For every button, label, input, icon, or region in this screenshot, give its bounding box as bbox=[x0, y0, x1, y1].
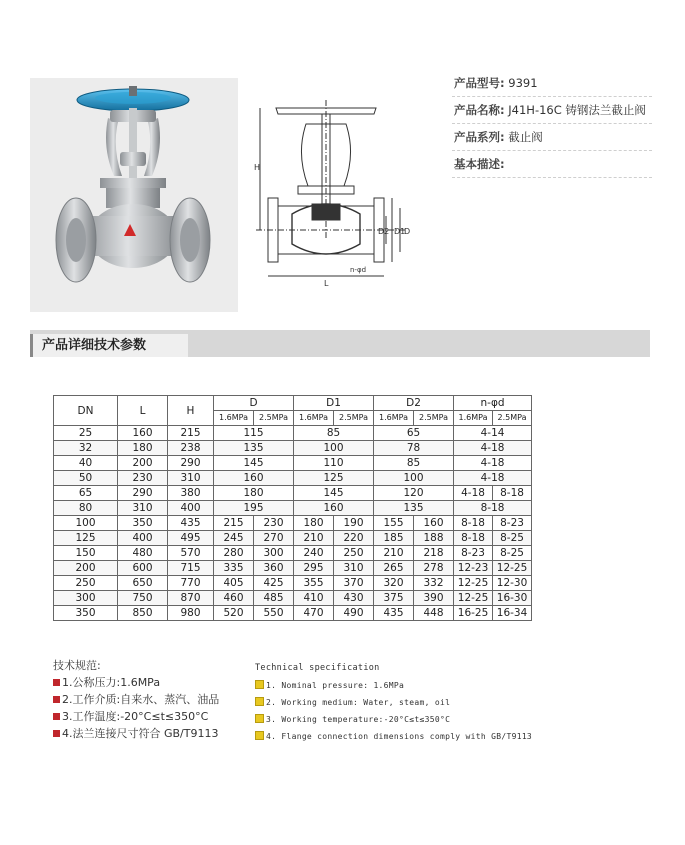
cell-d: 245 bbox=[214, 531, 254, 546]
yellow-square-icon bbox=[255, 731, 264, 740]
red-square-icon bbox=[53, 696, 60, 703]
cell-d: 300 bbox=[254, 546, 294, 561]
sub-header: 2.5MPa bbox=[493, 411, 532, 426]
cell-h: 238 bbox=[168, 441, 214, 456]
cell-d1: 310 bbox=[334, 561, 374, 576]
cell-dn: 50 bbox=[54, 471, 118, 486]
red-square-icon bbox=[53, 679, 60, 686]
product-series-row bbox=[452, 124, 652, 151]
cell-d2: 332 bbox=[414, 576, 454, 591]
cell-dn: 150 bbox=[54, 546, 118, 561]
table-row bbox=[54, 531, 532, 546]
cell-d1: 125 bbox=[294, 471, 374, 486]
cell-d2: 390 bbox=[414, 591, 454, 606]
cell-d2: 448 bbox=[414, 606, 454, 621]
cell-d2: 65 bbox=[374, 426, 454, 441]
model-label: 产品型号: bbox=[454, 76, 505, 90]
cell-d2: 78 bbox=[374, 441, 454, 456]
cell-d: 485 bbox=[254, 591, 294, 606]
cell-d: 335 bbox=[214, 561, 254, 576]
cell-dn: 100 bbox=[54, 516, 118, 531]
cell-d1: 430 bbox=[334, 591, 374, 606]
cell-n-phi-d: 8-25 bbox=[493, 531, 532, 546]
header-dn: DN bbox=[54, 396, 118, 426]
cell-l: 750 bbox=[118, 591, 168, 606]
table-row bbox=[54, 441, 532, 456]
cell-d: 230 bbox=[254, 516, 294, 531]
cell-d1: 160 bbox=[294, 501, 374, 516]
cell-h: 310 bbox=[168, 471, 214, 486]
cell-dn: 250 bbox=[54, 576, 118, 591]
cell-h: 400 bbox=[168, 501, 214, 516]
cell-d1: 410 bbox=[294, 591, 334, 606]
cell-l: 310 bbox=[118, 501, 168, 516]
notes-en-title: Technical specification bbox=[255, 663, 380, 673]
cell-n-phi-d: 8-18 bbox=[493, 486, 532, 501]
cell-n-phi-d: 16-25 bbox=[454, 606, 493, 621]
cell-h: 715 bbox=[168, 561, 214, 576]
sub-header: 1.6MPa bbox=[214, 411, 254, 426]
table-row bbox=[54, 471, 532, 486]
cell-dn: 200 bbox=[54, 561, 118, 576]
model-value: 9391 bbox=[508, 76, 538, 90]
sub-header: 1.6MPa bbox=[454, 411, 493, 426]
desc-label: 基本描述: bbox=[454, 157, 505, 171]
cell-dn: 350 bbox=[54, 606, 118, 621]
cell-d2: 278 bbox=[414, 561, 454, 576]
section-header bbox=[30, 330, 650, 357]
cell-d: 550 bbox=[254, 606, 294, 621]
cell-n-phi-d: 12-23 bbox=[454, 561, 493, 576]
cell-n-phi-d: 8-18 bbox=[454, 501, 532, 516]
cell-dn: 300 bbox=[54, 591, 118, 606]
cell-n-phi-d: 4-18 bbox=[454, 486, 493, 501]
name-label: 产品名称: bbox=[454, 103, 505, 117]
cell-dn: 25 bbox=[54, 426, 118, 441]
cell-d: 195 bbox=[214, 501, 294, 516]
cell-d2: 100 bbox=[374, 471, 454, 486]
cell-d: 135 bbox=[214, 441, 294, 456]
cell-n-phi-d: 8-18 bbox=[454, 516, 493, 531]
cell-dn: 65 bbox=[54, 486, 118, 501]
globe-valve-image bbox=[30, 78, 238, 312]
cell-d1: 145 bbox=[294, 486, 374, 501]
notes-cn-item: 2.工作介质:自来水、蒸汽、油品 bbox=[53, 691, 253, 708]
cell-l: 200 bbox=[118, 456, 168, 471]
cell-d2: 155 bbox=[374, 516, 414, 531]
cell-l: 230 bbox=[118, 471, 168, 486]
cell-d: 425 bbox=[254, 576, 294, 591]
cell-l: 180 bbox=[118, 441, 168, 456]
dim-label-nphi: n-φd bbox=[350, 266, 367, 274]
cell-d1: 355 bbox=[294, 576, 334, 591]
cell-h: 215 bbox=[168, 426, 214, 441]
cell-d: 160 bbox=[214, 471, 294, 486]
product-name-row bbox=[452, 97, 652, 124]
sub-header: 1.6MPa bbox=[374, 411, 414, 426]
cell-d1: 100 bbox=[294, 441, 374, 456]
cell-l: 480 bbox=[118, 546, 168, 561]
notes-cn-title: 技术规范: bbox=[53, 659, 101, 672]
product-desc-row bbox=[452, 151, 652, 178]
cell-n-phi-d: 16-30 bbox=[493, 591, 532, 606]
cell-dn: 32 bbox=[54, 441, 118, 456]
cell-d: 405 bbox=[214, 576, 254, 591]
cell-d1: 470 bbox=[294, 606, 334, 621]
table-row bbox=[54, 546, 532, 561]
header-l: L bbox=[118, 396, 168, 426]
dim-label-l: L bbox=[324, 279, 329, 288]
table-row bbox=[54, 426, 532, 441]
section-marker bbox=[30, 334, 33, 357]
cell-d1: 490 bbox=[334, 606, 374, 621]
cell-d: 145 bbox=[214, 456, 294, 471]
cell-n-phi-d: 4-14 bbox=[454, 426, 532, 441]
table-row bbox=[54, 501, 532, 516]
table-row bbox=[54, 591, 532, 606]
spec-table-body bbox=[54, 426, 532, 621]
cell-h: 770 bbox=[168, 576, 214, 591]
cell-d2: 120 bbox=[374, 486, 454, 501]
technical-notes-en bbox=[255, 660, 595, 745]
cell-d: 180 bbox=[214, 486, 294, 501]
table-row bbox=[54, 516, 532, 531]
cell-dn: 125 bbox=[54, 531, 118, 546]
section-title: 产品详细技术参数 bbox=[30, 334, 188, 357]
cell-d2: 135 bbox=[374, 501, 454, 516]
cell-d2: 218 bbox=[414, 546, 454, 561]
cell-h: 870 bbox=[168, 591, 214, 606]
sub-header: 2.5MPa bbox=[334, 411, 374, 426]
name-value: J41H-16C 铸钢法兰截止阀 bbox=[508, 103, 646, 117]
cell-d2: 210 bbox=[374, 546, 414, 561]
technical-notes-cn bbox=[53, 657, 253, 742]
notes-cn-item: 3.工作温度:-20°C≤t≤350°C bbox=[53, 708, 253, 725]
series-label: 产品系列: bbox=[454, 130, 505, 144]
cell-l: 290 bbox=[118, 486, 168, 501]
series-value: 截止阀 bbox=[508, 130, 543, 144]
cell-n-phi-d: 8-23 bbox=[454, 546, 493, 561]
product-model-row bbox=[452, 70, 652, 97]
cell-d1: 370 bbox=[334, 576, 374, 591]
dim-label-d2: D2 bbox=[378, 227, 390, 236]
dim-label-d1: D1 bbox=[394, 227, 406, 236]
table-row bbox=[54, 576, 532, 591]
cell-d2: 188 bbox=[414, 531, 454, 546]
cell-d: 115 bbox=[214, 426, 294, 441]
cell-h: 495 bbox=[168, 531, 214, 546]
cell-d2: 85 bbox=[374, 456, 454, 471]
cell-dn: 40 bbox=[54, 456, 118, 471]
cell-d1: 110 bbox=[294, 456, 374, 471]
yellow-square-icon bbox=[255, 697, 264, 706]
cell-d2: 160 bbox=[414, 516, 454, 531]
cell-d2: 435 bbox=[374, 606, 414, 621]
header-n-phi-d: n-φd bbox=[454, 396, 532, 411]
cell-n-phi-d: 8-18 bbox=[454, 531, 493, 546]
technical-drawing bbox=[246, 94, 416, 290]
cell-d1: 220 bbox=[334, 531, 374, 546]
cell-d1: 210 bbox=[294, 531, 334, 546]
cell-h: 570 bbox=[168, 546, 214, 561]
table-row bbox=[54, 606, 532, 621]
cell-h: 380 bbox=[168, 486, 214, 501]
dim-label-d: D bbox=[404, 227, 411, 236]
dim-label-h: H bbox=[254, 163, 261, 172]
sub-header: 1.6MPa bbox=[294, 411, 334, 426]
cell-h: 290 bbox=[168, 456, 214, 471]
cell-dn: 80 bbox=[54, 501, 118, 516]
cell-d2: 265 bbox=[374, 561, 414, 576]
cell-d: 360 bbox=[254, 561, 294, 576]
cell-d: 270 bbox=[254, 531, 294, 546]
cell-h: 980 bbox=[168, 606, 214, 621]
cell-d1: 295 bbox=[294, 561, 334, 576]
cell-d: 460 bbox=[214, 591, 254, 606]
table-row bbox=[54, 456, 532, 471]
cell-h: 435 bbox=[168, 516, 214, 531]
cell-n-phi-d: 4-18 bbox=[454, 441, 532, 456]
cell-d2: 185 bbox=[374, 531, 414, 546]
cell-n-phi-d: 8-25 bbox=[493, 546, 532, 561]
spec-table bbox=[53, 395, 532, 621]
header-h: H bbox=[168, 396, 214, 426]
cell-n-phi-d: 12-25 bbox=[454, 591, 493, 606]
cell-d1: 85 bbox=[294, 426, 374, 441]
cell-d1: 240 bbox=[294, 546, 334, 561]
yellow-square-icon bbox=[255, 714, 264, 723]
cell-n-phi-d: 8-23 bbox=[493, 516, 532, 531]
table-row bbox=[54, 486, 532, 501]
notes-en-item: 3. Working temperature:-20°C≤t≤350°C bbox=[255, 711, 595, 728]
cell-l: 160 bbox=[118, 426, 168, 441]
cell-d: 215 bbox=[214, 516, 254, 531]
table-row bbox=[54, 561, 532, 576]
yellow-square-icon bbox=[255, 680, 264, 689]
cell-d2: 320 bbox=[374, 576, 414, 591]
notes-cn-item: 4.法兰连接尺寸符合 GB/T9113 bbox=[53, 725, 253, 742]
notes-en-item: 4. Flange connection dimensions comply with GB/T9113 bbox=[255, 728, 595, 745]
header-d: D bbox=[214, 396, 294, 411]
product-photo bbox=[30, 78, 238, 312]
notes-en-item: 1. Nominal pressure: 1.6MPa bbox=[255, 677, 595, 694]
cell-l: 600 bbox=[118, 561, 168, 576]
cell-d2: 375 bbox=[374, 591, 414, 606]
cell-d: 280 bbox=[214, 546, 254, 561]
red-square-icon bbox=[53, 730, 60, 737]
notes-en-item: 2. Working medium: Water, steam, oil bbox=[255, 694, 595, 711]
cell-l: 650 bbox=[118, 576, 168, 591]
cell-n-phi-d: 12-25 bbox=[454, 576, 493, 591]
cell-d: 520 bbox=[214, 606, 254, 621]
cell-d1: 180 bbox=[294, 516, 334, 531]
header-d1: D1 bbox=[294, 396, 374, 411]
cell-l: 350 bbox=[118, 516, 168, 531]
cell-d1: 250 bbox=[334, 546, 374, 561]
sub-header: 2.5MPa bbox=[414, 411, 454, 426]
red-square-icon bbox=[53, 713, 60, 720]
cell-n-phi-d: 4-18 bbox=[454, 456, 532, 471]
sub-header: 2.5MPa bbox=[254, 411, 294, 426]
cell-l: 400 bbox=[118, 531, 168, 546]
cell-n-phi-d: 12-30 bbox=[493, 576, 532, 591]
cell-n-phi-d: 12-25 bbox=[493, 561, 532, 576]
notes-cn-item: 1.公称压力:1.6MPa bbox=[53, 674, 253, 691]
header-d2: D2 bbox=[374, 396, 454, 411]
product-info bbox=[452, 70, 652, 178]
cell-n-phi-d: 16-34 bbox=[493, 606, 532, 621]
cell-d1: 190 bbox=[334, 516, 374, 531]
cell-n-phi-d: 4-18 bbox=[454, 471, 532, 486]
cell-l: 850 bbox=[118, 606, 168, 621]
